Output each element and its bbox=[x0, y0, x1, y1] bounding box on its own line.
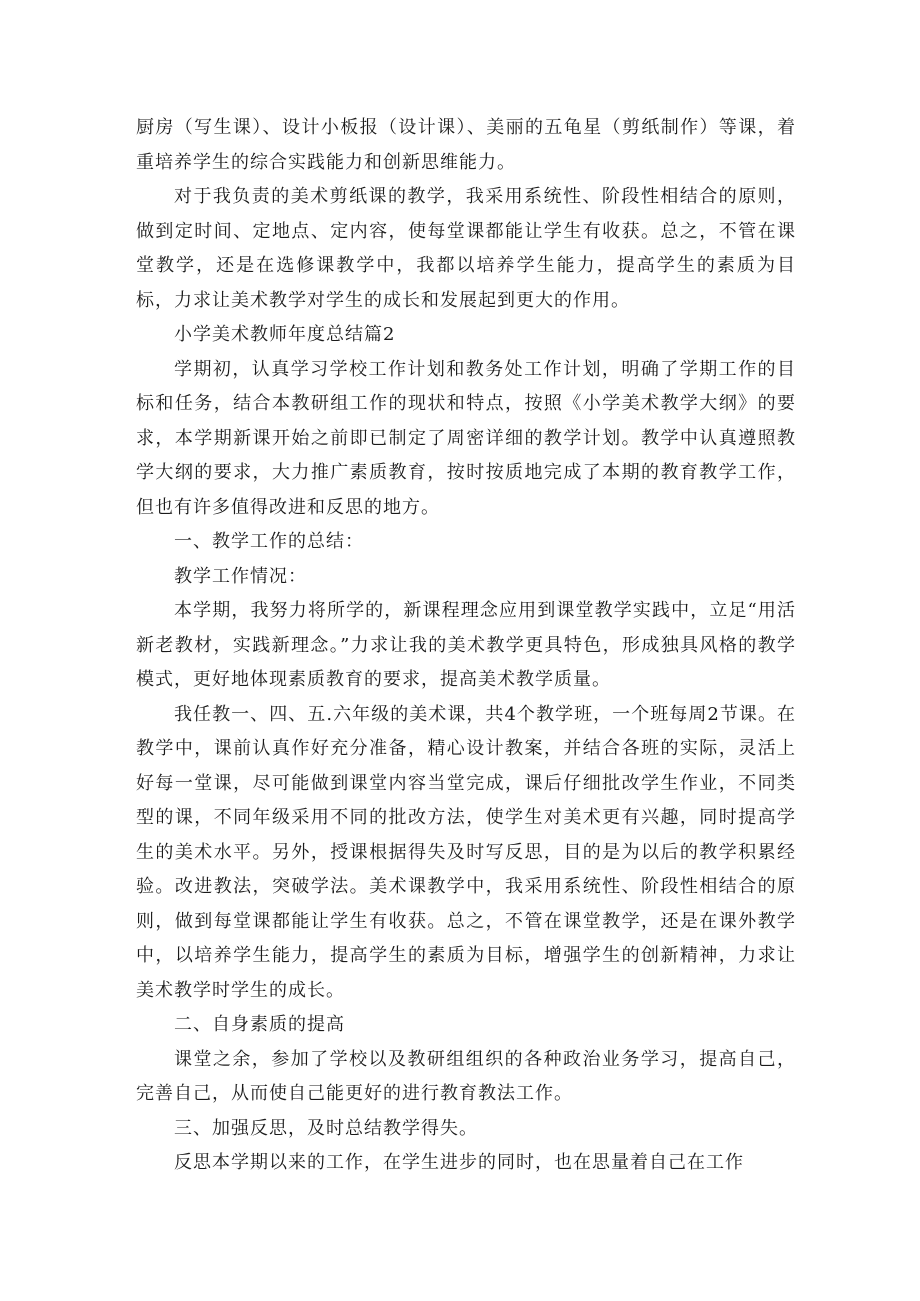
paragraph-continuation: 厨房（写生课）、设计小板报（设计课）、美丽的五龟星（剪纸制作）等课，着重培养学生的综合实践能力和创新思维能力。 bbox=[136, 117, 796, 173]
paragraph-new-curriculum: 本学期，我努力将所学的，新课程理念应用到课堂教学实践中，立足“用活新老教材，实践新理念。”力求让我的美术教学更具特色，形成独具风格的教学模式，更好地体现素质教育的要求，提高美术教学质量。 bbox=[136, 600, 796, 690]
paragraph-classes-taught: 我任教一、四、五.六年级的美术课，共4个教学班，一个班每周2节课。在教学中，课前认真作好充分准备，精心设计教案，并结合各班的实际，灵活上好每一堂课，尽可能做到课堂内容当堂完成，课后仔细批改学生作业，不同类型的课，不同年级采用不同的批改方法，使学生对美术更有兴趣，同时提高学生的美术水平。另外，授课根据得失及时写反思，目的是为以后的教学积累经验。改进教法，突破学法。美术课教学中，我采用系统性、阶段性相结合的原则，做到每堂课都能让学生有收获。总之，不管在课堂教学，还是在课外教学中，以培养学生能力，提高学生的素质为目标，增强学生的创新精神，力求让美术教学时学生的成长。 bbox=[136, 703, 796, 1001]
paragraph-reflection: 反思本学期以来的工作，在学生进步的同时，也在思量着自己在工作 bbox=[174, 1152, 744, 1173]
heading-reflection: 三、加强反思，及时总结教学得失。 bbox=[174, 1117, 478, 1139]
section-title-part2: 小学美术教师年度总结篇2 bbox=[174, 324, 396, 345]
heading-teaching-summary: 一、教学工作的总结： bbox=[174, 531, 364, 552]
paragraph-paper-cutting-class: 对于我负责的美术剪纸课的教学，我采用系统性、阶段性相结合的原则，做到定时间、定地点、定内容，使每堂课都能让学生有收获。总之，不管在课堂教学，还是在选修课教学中，我都以培养学生能力，提高学生的素质为目标，力求让美术教学对学生的成长和发展起到更大的作用。 bbox=[136, 186, 796, 311]
paragraph-after-class-study: 课堂之余，参加了学校以及教研组组织的各种政治业务学习，提高自己，完善自己，从而使自己能更好的进行教育教法工作。 bbox=[136, 1048, 796, 1104]
heading-self-improvement: 二、自身素质的提高 bbox=[174, 1014, 345, 1035]
subheading-teaching-situation: 教学工作情况： bbox=[174, 565, 307, 587]
paragraph-semester-start: 学期初，认真学习学校工作计划和教务处工作计划，明确了学期工作的目标和任务，结合本教研组工作的现状和特点，按照《小学美术教学大纲》的要求，本学期新课开始之前即已制定了周密详细的教学计划。教学中认真遵照教学大纲的要求，大力推广素质教育，按时按质地完成了本期的教育教学工作，但也有许多值得改进和反思的地方。 bbox=[136, 358, 796, 518]
document-body bbox=[136, 111, 796, 1181]
